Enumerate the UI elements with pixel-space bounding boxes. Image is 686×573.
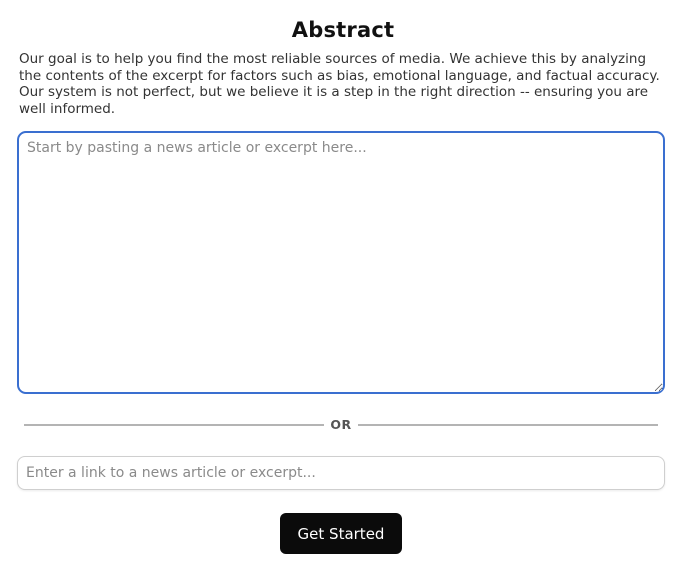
article-textarea[interactable] bbox=[17, 131, 665, 394]
divider-line-right bbox=[358, 424, 658, 426]
get-started-button[interactable]: Get Started bbox=[280, 513, 402, 554]
page-title: Abstract bbox=[291, 18, 395, 42]
divider-label: OR bbox=[330, 417, 352, 432]
divider-line-left bbox=[24, 424, 324, 426]
or-divider bbox=[24, 416, 658, 434]
intro-paragraph: Our goal is to help you find the most reliable sources of media. We achieve this by analyzing the contents of the excerpt for factors such as bias, emotional language, and factual accuracy. Our system is not perfect, but we believe it is a step in the right direction -- ensuring you are well informed. bbox=[19, 51, 660, 117]
link-input[interactable] bbox=[17, 456, 665, 490]
